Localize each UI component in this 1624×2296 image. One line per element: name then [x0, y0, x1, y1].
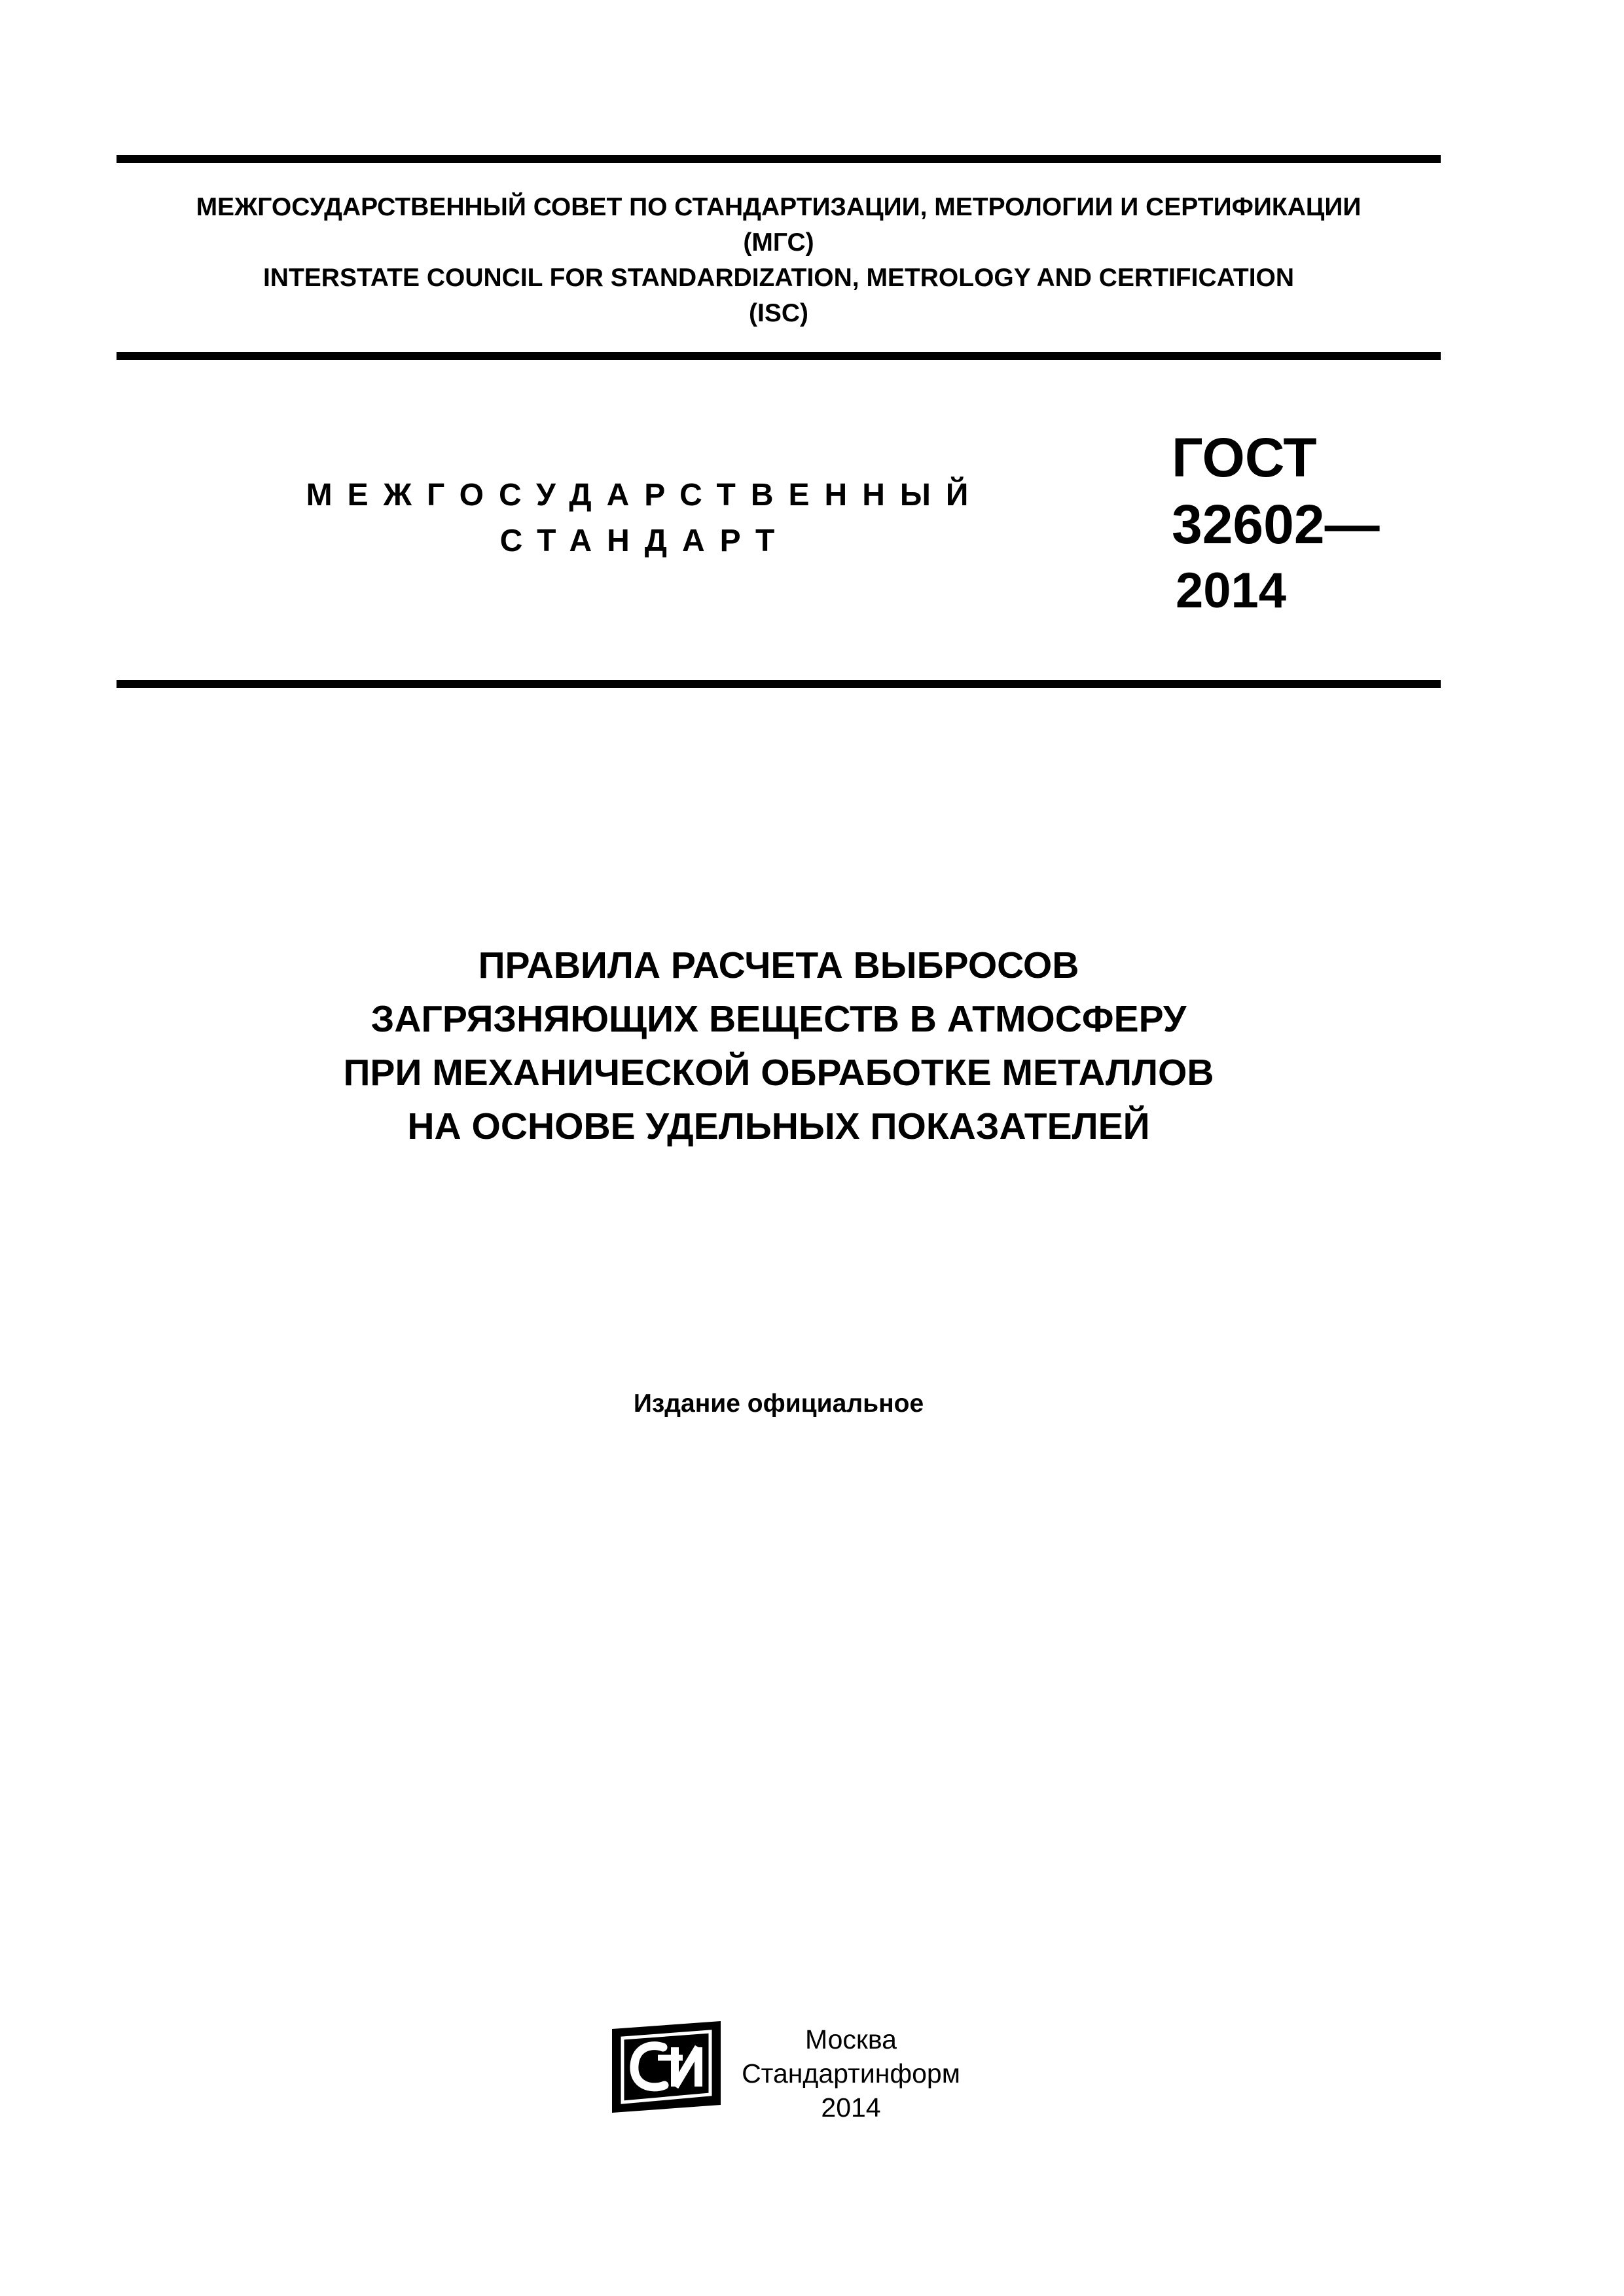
title-line-3: ПРИ МЕХАНИЧЕСКОЙ ОБРАБОТКЕ МЕТАЛЛОВ — [343, 1052, 1214, 1094]
standard-kind-line1: МЕЖГОСУДАРСТВЕННЫЙ — [306, 478, 984, 512]
imprint-year: 2014 — [821, 2092, 881, 2123]
standard-kind — [236, 473, 1054, 564]
council-name-ru: МЕЖГОСУДАРСТВЕННЫЙ СОВЕТ ПО СТАНДАРТИЗАЦИИ, МЕТРОЛОГИИ И СЕРТИФИКАЦИИ — [196, 193, 1362, 221]
standard-designation — [1172, 424, 1380, 624]
council-abbr-ru: (МГС) — [743, 228, 814, 257]
document-title — [117, 939, 1441, 1153]
header-divider — [117, 352, 1441, 360]
standard-kind-line2: СТАНДАРТ — [499, 524, 790, 558]
designation-prefix: ГОСТ — [1172, 427, 1317, 488]
title-line-1: ПРАВИЛА РАСЧЕТА ВЫБРОСОВ — [478, 944, 1079, 986]
title-line-4: НА ОСНОВЕ УДЕЛЬНЫХ ПОКАЗАТЕЛЕЙ — [407, 1105, 1150, 1147]
title-line-2: ЗАГРЯЗНЯЮЩИХ ВЕЩЕСТВ В АТМОСФЕРУ — [370, 998, 1187, 1040]
designation-divider — [117, 680, 1441, 688]
imprint-city: Москва — [805, 2024, 897, 2054]
council-name-en: INTERSTATE COUNCIL FOR STANDARDIZATION, METROLOGY AND CERTIFICATION — [262, 264, 1295, 292]
imprint-publisher: Стандартинформ — [742, 2058, 960, 2089]
standartinform-logo-icon — [612, 2021, 721, 2113]
designation-number: 32602— — [1172, 493, 1380, 555]
imprint — [733, 2022, 969, 2125]
council-header — [117, 190, 1441, 331]
edition-note: Издание официальное — [633, 1390, 924, 1418]
designation-year: 2014 — [1176, 563, 1287, 619]
council-abbr-en: (ISC) — [749, 299, 808, 327]
top-divider — [117, 155, 1441, 163]
